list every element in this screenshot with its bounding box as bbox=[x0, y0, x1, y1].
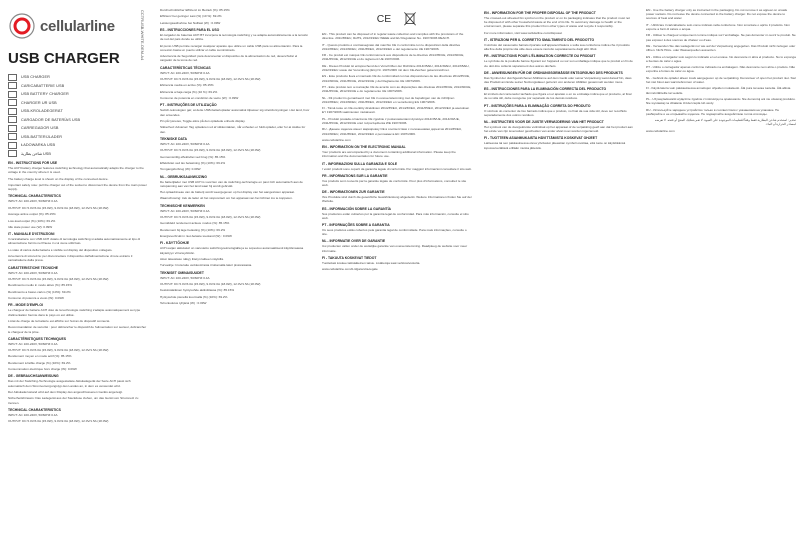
paragraph: Pin på lysnetes, Toggle-sikre på den opladede enheds display. bbox=[160, 118, 246, 123]
ce-mark-icon bbox=[376, 10, 392, 26]
weee-bin-icon bbox=[402, 10, 418, 26]
paragraph: INPUT: AC 100-240V, 50/60HZ 0.4A bbox=[8, 199, 58, 204]
paragraph: INPUT: AC 100-240V, 50/60HZ 0.4A bbox=[8, 270, 58, 275]
paragraph: Switch-teknologien gør, at dette USB-batterioplader automatisk tilpasser sig strømforsyningen i det land, hvor den anvendes. bbox=[160, 108, 310, 117]
paragraph: Effizienz bei geringer Last (%) (10 %): 69.2% bbox=[160, 14, 222, 19]
section-heading: TEKNISKE DATA bbox=[160, 136, 187, 141]
language-row bbox=[8, 73, 148, 82]
language-label: CARGADOR DE BATERÍAS USB bbox=[21, 117, 81, 122]
language-row bbox=[8, 124, 148, 133]
paragraph: Consommation électrique hors charge (W): 0.09W bbox=[8, 367, 77, 372]
paragraph: OUTPUT: DC 5.0V/3.0A (15.0W), 9.0V/2.0A (18.0W), 12.0V/1.5A (18.0W) bbox=[8, 348, 109, 353]
language-list bbox=[8, 73, 148, 158]
paragraph: OUTPUT: DC 5.0V/3.0A (15.0W), 9.0V/2.0A (18.0W), 12.0V/1.5A (18.0W) bbox=[8, 205, 109, 210]
column-2-text bbox=[160, 8, 310, 305]
paragraph: ES - Este producto lleva el marcado CE de conformidad con las disposiciones de las directivas 2014/35/UE, 2014/30/UE, 2011/65/UE, 2012/19/UE y del Reglamento UE 1907/2006. bbox=[322, 74, 470, 83]
section-heading: FR - INFORMATIONS SUR LA GARANTIE bbox=[322, 173, 388, 178]
paragraph: INPUT: AC 100-240V, 50/60HZ 0.4A bbox=[160, 208, 210, 213]
paragraph: Het oplaadniveau van de batterij wordt weergegeven op het display van het aangesloten apparaat. bbox=[160, 190, 295, 195]
paragraph: www.cellularline.com bbox=[646, 128, 675, 133]
svg-text:CE: CE bbox=[376, 14, 392, 25]
paragraph: PL - Produkt posiada oznaczenie CE zgodnie z postanowieniami dyrektyw 2014/35/UE, 2014/30/UE, 2011/65/UE, 2012/19/UE oraz rozporządzenia WE 1907/2006. bbox=[322, 116, 460, 125]
column-2 bbox=[160, 8, 310, 538]
section-heading: IT - ISTRUZIONI PER IL CORRETTO SMALTIMENTO DEL PRODOTTO bbox=[484, 38, 595, 42]
section-heading: FI - TAKUUTA KOSKEVAT TIEDOT bbox=[322, 255, 377, 260]
language-row bbox=[8, 90, 148, 99]
paragraph: Sikkerhed: Advarsel: Tag opladeren ud af stikkontakten, når enheden er fuldt opladet, eller for at slukke for den. bbox=[160, 125, 306, 134]
paragraph: The ACH battery charger features switching technology that automatically adapts the charger to the voltage in the country where it is used. bbox=[8, 166, 144, 175]
paragraph: IT - Questo prodotto è contrassegnato dal marchio CE in conformità con le disposizioni della direttiva 2014/35/EU, 2014/30/EU, 2011/65/EU, 2012/19/EU e del regolamento UE 1907/2006. bbox=[322, 42, 460, 51]
section-heading: CARATTERISTICHE TECNICHE bbox=[8, 265, 59, 270]
section-heading: IT - INFORMAZIONI SULLA GARANZIA E SOLE bbox=[322, 161, 398, 166]
paragraph: Eficiencia a baja carga (%) (10 %): 69.2% bbox=[160, 89, 218, 94]
paragraph: El punto USB permite recargar cualquier aparato que utilice un cable USB para su alimentación. Para la conexión basta un puerto utilizar el cable suministrado. bbox=[160, 43, 303, 52]
section-heading: FR - INSTRUCTIONS POUR L'ÉLIMINATION CORRECTE DU PRODUIT bbox=[484, 54, 596, 59]
paragraph: Rendement bij lage belasting (%) (10%): 69.2% bbox=[160, 227, 226, 232]
paragraph: INPUT: AC 100-240V, 50/60HZ 0.4A bbox=[160, 70, 210, 75]
section-heading: PT - INFORMAÇÕES SOBRE A GARANTIA bbox=[322, 222, 390, 227]
paragraph: Rendimento medio in modo attivo (%): 85.15% bbox=[8, 283, 72, 288]
language-row bbox=[8, 82, 148, 91]
paragraph: FR - Ce produit est marqué CE conformément aux dispositions de la directive 2014/35/UE, 2014/30/UE, 2011/65/UE, 2012/19/UE et du règlement UE 1907/2006. bbox=[322, 53, 465, 62]
page-title: USB CHARGER bbox=[8, 50, 120, 67]
paragraph: Consumo de potencia en condición de vacío (W) : 0.09W bbox=[160, 96, 239, 101]
cellularline-logo-icon bbox=[8, 12, 36, 40]
language-label: ŁADOWARKA USB bbox=[21, 143, 56, 148]
language-row bbox=[8, 133, 148, 142]
paragraph: Gennemsnitlig effektivitet ved brug (%): 85.15% bbox=[160, 154, 226, 159]
section-heading: TEKNISET OMINAISUUDET bbox=[160, 270, 204, 275]
paragraph: Uw producten vallen onder de wettelijke garantie van overeenstemming. Raadpleeg de website voor meer informatie. bbox=[322, 244, 468, 253]
language-row bbox=[8, 99, 148, 108]
column-3 bbox=[322, 8, 472, 538]
product-code: CCTRUSB-WHITE-OEM-A4 bbox=[140, 10, 145, 61]
section-heading: CARACTÉRISTIQUES TECHNIQUES bbox=[8, 336, 67, 341]
paragraph: INPUT: AC 100-240V, 50/60HZ 0.4A bbox=[160, 141, 210, 146]
column-4-text bbox=[484, 11, 634, 150]
paragraph: OUTPUT: DC 5.0V/3.0A (15.0W), 9.0V/2.0A (18.0W), 12.0V/1.5A (18.0W) bbox=[160, 282, 261, 287]
language-row bbox=[8, 116, 148, 125]
language-row bbox=[8, 107, 148, 116]
section-heading: EN - INFORMATION FOR THE PROPER DISPOSAL OF THE PRODUCT bbox=[484, 11, 596, 15]
language-box-icon bbox=[8, 125, 17, 132]
language-box-icon bbox=[8, 91, 17, 98]
paragraph: Durchschnittlicher Effizienz im Betrieb (%): 85.15% bbox=[160, 8, 230, 12]
paragraph: Your products are accompanied by a document containing additional information. Please keep the information and the documentation for future use. bbox=[322, 150, 456, 159]
paragraph: FR - Utiliser le chargeur uniquement comme indiqué sur l'emballage. Ne pas démonter ni ouvrir le produit. Ne pas exposer à des sources de chaleur ou d'eau. bbox=[646, 33, 796, 42]
paragraph: The crossed-out wheeled bin symbol on the product or on its packaging indicates that the product must not be disposed of with other household waste at the end of its life. To avoid any damage to health or the environment, please separate this product from other types of waste and recycle it responsibly. bbox=[484, 16, 631, 29]
paragraph: EN - This product can be disposed of in regular waste collection and complies with the provisions of the directive. 2011/65/EU, RoHS, 2012/19/EU WEEE and EU Regulation No. 1907/2006 REACH. bbox=[322, 32, 464, 41]
paragraph: Consumo di potenza a vuoto (W): 0.09W bbox=[8, 296, 64, 301]
paragraph: IT - Utilizzare il caricabatterie solo come indicato nella confezione. Non smontare o aprire il prodotto. Non esporre a fonti di calore o acqua. bbox=[646, 22, 790, 31]
paragraph: FI - Käytä laturia vain pakkauksessa annettujen ohjeiden mukaisesti. Älä pura tai avaa tuotetta. Älä altista lämmönlähteille tai vedelle. bbox=[646, 86, 791, 95]
paragraph: RU - Данное изделие имеет маркировку CE в соответствии с положениями директив 2014/35/EU, 2014/30/EU, 2011/65/EU, 2012/19/EU и регламента ЕС 1907/2006. bbox=[322, 127, 463, 136]
paragraph: Le chargeur de batterie ACH doté de la technologie switching s'adapte automatiquement au type d'alimentation fournie dans le pays où est utilisé. bbox=[8, 308, 141, 317]
paragraph: INPUT: AC 100-240V, 50/60HZ 0.4A bbox=[8, 412, 58, 417]
paragraph: تحذير: استخدم شاحن البطارية فقط وفقاً للتعليمات الموجودة على العبوة. لا تقم بتفكيك المنتج أو فتحه. لا تعرضه لمصادر الحرارة أو الماء. bbox=[654, 118, 796, 127]
paragraph: Il simbolo del cassonetto barrato riportato sull'apparecchiatura o sulla sua confezione indica che il prodotto alla fine della propria vita utile deve essere raccolto separatamente dagli altri rifiuti. bbox=[484, 43, 630, 52]
paragraph: DE - Verwenden Sie das Ladegerät nur wie auf der Verpackung angegeben. Das Produkt nicht zerlegen oder öffnen. Nicht Hitze- oder Wasserquellen aussetzen. bbox=[646, 43, 796, 53]
paragraph: Sus productos están cubiertos por la garantía legal de conformidad. Para más información, consulte el sitio web. bbox=[322, 211, 469, 220]
paragraph: Vos produits sont couverts par la garantie légale de conformité. Pour plus d'informations, consultez le site web. bbox=[322, 178, 467, 187]
column-5-text bbox=[646, 8, 796, 133]
section-heading: PT - INSTRUÇÕES DE UTILIZAÇÃO bbox=[160, 103, 217, 108]
language-box-icon bbox=[8, 133, 17, 140]
paragraph: OUTPUT: DC 5.0V/3.0A (15.0W), 9.0V/2.0A (18.0W), 12.0V/1.5A (18.0W) bbox=[160, 148, 261, 153]
paragraph: Gemiddeld rendement actieve modus (%): 85.15% bbox=[160, 221, 230, 226]
paragraph: Leistungsaufnahme bei Nulllast (W) : 0.09W bbox=[160, 20, 221, 25]
paragraph: Rendement à faible charge (%) (10%): 69.2% bbox=[8, 360, 71, 365]
paragraph: Lo stato di carica della batteria è visibile sul display del dispositivo collegato. bbox=[8, 247, 113, 252]
paragraph: I vostri prodotti sono coperti da garanzia legale di conformità. Per maggiori informazioni consultare il sito web. bbox=[322, 166, 472, 171]
paragraph: The battery charge level is shown on the display of the connected device. bbox=[8, 176, 109, 181]
language-box-icon bbox=[8, 116, 17, 123]
paragraph: Recommandation de sécurité : pour débrancher le dispositif de l'alimentation sur secteur, débrancher le chargeur de la prise. bbox=[8, 325, 147, 334]
section-heading: DE - ANWEISUNGEN FÜR DIE ORDNUNGSGEMÄSSE ENTSORGUNG DES PRODUKTS bbox=[484, 70, 623, 75]
section-heading: FR - MODE D'EMPLOI bbox=[8, 303, 43, 308]
paragraph: FI - Tämä tuote on CE-merkitty direktiivien 2014/35/EU, 2014/30/EU, 2011/65/EU, 2012/19/EU ja asetuksen EY 1907/2006 vaatimusten mukaisesti. bbox=[322, 106, 470, 115]
column-4 bbox=[484, 8, 634, 538]
paragraph: El símbolo del contenedor tachado que figura en el aparato o en su embalaje indica que el producto, al final de su vida útil, debe recogerse por separado de los demás residuos. bbox=[484, 92, 632, 101]
column-5 bbox=[646, 8, 796, 538]
language-label: CARICABATTERIE USB bbox=[21, 83, 65, 88]
paragraph: RU - Используйте зарядное устройство только в соответствии с указаниями на упаковке. Не разбирайте и не открывайте изделие. Не подвергайте воздействию тепла или воды. bbox=[646, 107, 780, 116]
paragraph: Average active output (%): 85.15% bbox=[8, 212, 56, 217]
language-label: USB CHARGER bbox=[21, 75, 50, 80]
section-heading: ES - INFORMACIÓN SOBRE LA GARANTÍA bbox=[322, 206, 392, 211]
paragraph: Effektivitet ved lav belastning (%) (10%): 69.2% bbox=[160, 160, 226, 165]
paragraph: NL - Dit product is gemarkeerd met CE in overeenstemming met de bepalingen van de richtlijnen 2014/35/EU, 2014/30/EU, 2011/65/EU, 2012/19/EU en verordening EG 1907/2006. bbox=[322, 95, 455, 104]
paragraph: L'état de charge de la batterie est affiché sur l'écran du dispositif connecté. bbox=[8, 318, 111, 323]
paragraph: Der Akkuladezustand wird auf dem Display des angeschlossenen Geräts angezeigt. bbox=[8, 390, 123, 395]
section-heading: EN - INSTRUCTIONS FOR USE bbox=[8, 161, 58, 165]
paragraph: Tehonkulutus tyhjänä (W) : 0.09W bbox=[160, 301, 207, 306]
paragraph: Keskimääräinen hyötysuhde aktiivitilassa (%): 85.15% bbox=[160, 288, 235, 293]
paragraph: Das mit der Switching-Technologie ausgestattete Akkuladegerät der Serie ACH passt sich automatisch dem Stromversorgungstyp des Landes an, in dem es verwendet wird. bbox=[8, 379, 131, 388]
paragraph: PL - Używaj ładowarki wyłącznie zgodnie z instrukcją na opakowaniu. Nie demontuj ani nie otwieraj produktu. Nie wystawiaj na działanie źródeł ciepła lub wody. bbox=[646, 96, 796, 106]
paragraph: Akun lataustaso näkyy liitetyn laitteen näytöllä. bbox=[160, 257, 224, 262]
paragraph: Das Symbol der durchgestrichenen Mülltonne auf dem Gerät oder seiner Verpackung weist darauf hin, dass das Produkt am Ende seiner Nutzungsdauer getrennt von anderen Abfällen gesammelt werden muss. bbox=[484, 75, 632, 85]
section-heading: TECHNISCHE KENMERKEN bbox=[160, 203, 205, 208]
paragraph: For more information, visit www.cellularline.com/disposal. bbox=[484, 30, 563, 35]
paragraph: Hyötysuhde pienellä kuormalla (%) (10%): 69.2% bbox=[160, 294, 228, 299]
paragraph: PT - Utilize o carregador apenas conforme indicado na embalagem. Não desmonte nem abra o produto. Não exponha a fontes de calor ou água. bbox=[646, 65, 796, 74]
paragraph: Advertencia de Seguridad: para desconectar el dispositivo de la alimentación de red, desenchufar el cargador de la toma de red. bbox=[160, 54, 298, 63]
language-box-icon bbox=[8, 108, 17, 115]
paragraph: O símbolo do contentor de lixo barrado indica que o produto, no final da sua vida útil, deve ser recolhido separadamente dos outros resíduos. bbox=[484, 108, 627, 117]
paragraph: Important safety note: pull the charger out of the socket to disconnect the device from the main power supply. bbox=[8, 182, 147, 192]
section-heading: NL - INFORMATIE OVER DE GARANTIE bbox=[322, 239, 386, 244]
paragraph: OUTPUT: DC 5.0V/3.0A (15.0W), 9.0V/2.0A (18.0W), 12.0V/1.5A (18.0W) bbox=[8, 419, 109, 424]
paragraph: Idle state power use (W): 0.09W bbox=[8, 224, 53, 229]
language-row bbox=[8, 150, 148, 159]
paragraph: Turvaohje: Irrota laite verkkovirrasta irrottamalla laturi pistorasiasta. bbox=[160, 263, 253, 268]
language-box-icon bbox=[8, 82, 17, 89]
paragraph: El cargador de baterías ACH BT incorpora la tecnología switching y se adapta automáticamente a la tensión de red del país donde se utiliza. bbox=[160, 32, 309, 42]
section-heading: FI - KÄYTTÖOHJE bbox=[160, 241, 190, 246]
paragraph: ACH-sarjan akkulaturi on varustettu switching-teknologialla ja se sopeutuu automaattisesti käyttömaassa käytettyyn virransyöttöön. bbox=[160, 246, 304, 255]
paragraph: Os seus produtos estão cobertos pela garantia legal de conformidade. Para mais informações, consulte o site. bbox=[322, 227, 467, 237]
brand-name: cellularline bbox=[40, 17, 115, 35]
paragraph: EN - Use the battery charger only as instructed in the packaging. Do not remove it as appear on unsafe power sockets. Do not leave the device connected to the battery charger. Do not expose the device to sources of heat and water. bbox=[646, 8, 788, 21]
language-label: CHARGER UR USB bbox=[21, 100, 57, 105]
language-label: شاحن بطارية USB bbox=[21, 152, 52, 157]
section-heading: DE - GEBRAUCHSANWEISUNG bbox=[8, 374, 59, 379]
language-label: USB-BATTERIJLADER bbox=[21, 134, 63, 139]
paragraph: Le symbole de la poubelle barrée figurant sur l'appareil ou sur son emballage indique que le produit en fin de vie doit être collecté séparément des autres déchets. bbox=[484, 59, 633, 68]
paragraph: www.cellularline.com bbox=[322, 137, 351, 142]
section-heading: DE - INFORMATIONEN ZUR GARANTIE bbox=[322, 190, 385, 195]
section-heading: ES - INSTRUCCIONES PARA EL USO bbox=[160, 27, 220, 32]
section-heading: TECHNICAL CHARAKTERISTICS bbox=[8, 407, 61, 412]
paragraph: Het symbool van de doorgekruiste vuilnisbak op het apparaat of de verpakking geeft aan dat het product aan het einde van zijn levensduur gescheiden van ander afval moet worden ingezameld. bbox=[484, 125, 633, 134]
language-box-icon bbox=[8, 150, 17, 157]
paragraph: Ihre Produkte sind durch die gesetzliche Gewährleistung abgedeckt. Weitere Informationen finden Sie auf der Website. bbox=[322, 195, 472, 204]
column-1 bbox=[8, 8, 148, 538]
column-3-text bbox=[322, 32, 472, 271]
paragraph: INPUT: AC 100-240V, 50/60HZ 0.4A bbox=[160, 275, 210, 280]
language-box-icon bbox=[8, 74, 17, 81]
paragraph: www.cellularline.com/it-it/garanzia-legale bbox=[322, 267, 378, 272]
paragraph: DE - Dieses Produkt ist entsprechend den Vorschriften der Richtlinie 2014/35/EU, 2014/30/EU, 2011/65/EU, 2012/19/EU sowie der Verordnung (EG) Nr. 1907/2006 mit dem CE-Zeichen gekennzeichnet. bbox=[322, 63, 470, 72]
paragraph: Eficiencia media en activo (%): 85.15% bbox=[160, 83, 214, 88]
section-heading: PT - INSTRUÇÕES PARA A ELIMINAÇÃO CORRETA DO PRODUTO bbox=[484, 103, 591, 108]
column-1-text bbox=[8, 161, 148, 423]
paragraph: NL - Gebruik de oplader alleen zoals aangegeven op de verpakking. Demonteer of open het product niet. Stel het niet bloot aan warmtebronnen of water. bbox=[646, 75, 796, 84]
language-row bbox=[8, 141, 148, 150]
section-heading: FI - TUOTTEEN ASIANMUKAISTA HÄVITTÄMISTÄ KOSKEVAT OHJEET bbox=[484, 136, 598, 141]
paragraph: Avvertenza di sicurezza: per disconnettere il dispositivo dall'alimentazione di rete estrarre il caricabatterie dalla presa. bbox=[8, 254, 133, 263]
paragraph: Il caricabatterie con USB ACH dotato di tecnologia switching si adatta automaticamente al tipo di alimentazione fornito nel Paese in cui viene utilizzato. bbox=[8, 237, 141, 246]
paragraph: De batterijlader met USB ACH is voorzien van de switching-technologie en past zich automatisch aan de netspanning aan van het land waar hij wordt gebruikt. bbox=[160, 179, 303, 188]
paragraph: Rendement moyen en mode actif (%): 85.15% bbox=[8, 354, 72, 359]
language-label: USB-KROLADEGERÄT bbox=[21, 109, 63, 114]
compliance-icons bbox=[322, 10, 472, 26]
paragraph: OUTPUT: DC 5.0V/3.0A (15.0W), 9.0V/2.0A (18.0W), 12.0V/1.5A (18.0W) bbox=[160, 215, 261, 220]
paragraph: Low-load output (%) (10%): 69.2% bbox=[8, 218, 56, 223]
paragraph: Waarschuwing: trek de lader uit het stopcontact om het apparaat van het lichtnet los te koppelen. bbox=[160, 196, 293, 201]
paragraph: OUTPUT: DC 5.0V/3.0A (15.0W), 9.0V/2.0A (18.0W), 12.0V/1.5A (18.0W) bbox=[160, 76, 261, 81]
section-heading: ES - INSTRUCCIONES PARA LA ELIMINACIÓN CORRECTA DEL PRODUCTO bbox=[484, 87, 607, 92]
paragraph: Sicherheitshinweis: Das Ladegerät aus der Steckdose ziehen, um das Gerät vom Stromnetz zu trennen. bbox=[8, 396, 139, 405]
language-label: CARREGADOR USB bbox=[21, 126, 59, 131]
paragraph: Energieverbruik in niet-belaste toestand (W) : 0.09W bbox=[160, 234, 232, 239]
language-box-icon bbox=[8, 99, 17, 106]
section-heading: NL - INSTRUCTIES VOOR DE JUISTE VERWIJDERING VAN HET PRODUCT bbox=[484, 120, 604, 125]
language-box-icon bbox=[8, 142, 17, 149]
section-heading: CARACTERÍSTICAS TÉCNICAS bbox=[160, 65, 211, 70]
paragraph: Rendimento a basso carico (%) (10%): 69.2% bbox=[8, 289, 71, 294]
section-heading: EN - INFORMATION ON THE ELECTRONIC MANUAL bbox=[322, 145, 406, 150]
paragraph: ES - Utilice el cargador solo según lo indicado en el envase. No desmonte ni abra el producto. No lo exponga a fuentes de calor o agua. bbox=[646, 54, 796, 63]
paragraph: Tomgangsforbrug (W): 0.09W bbox=[160, 167, 201, 172]
section-heading: NL - GEBRUIKSAANWIJZING bbox=[160, 174, 207, 179]
paragraph: Laitteessa tai sen pakkauksessa oleva yliviivatun jäteastian symboli osoittaa, että tuote on käyttöikänsä lopussa kerättävä erillään muista jätteistä. bbox=[484, 141, 626, 150]
language-label: USB BATTERY CHARGER bbox=[21, 92, 69, 97]
paragraph: INPUT: AC 100-240V, 50/60HZ 0.4A bbox=[8, 341, 58, 346]
brand-logo bbox=[8, 12, 148, 40]
paragraph: PT - Este produto tem a marcação CE de acordo com as disposições das diretivas 2014/35/UE, 2014/30/UE, 2011/65/UE, 2012/19/UE e do regulamento UE 1907/2006. bbox=[322, 84, 472, 94]
section-heading: IT - MANUALE D'ISTRUZIONI bbox=[8, 232, 55, 237]
paragraph: OUTPUT: DC 5.0V/3.0A (15.0W), 9.0V/2.0A (18.0W), 12.0V/1.5A (18.0W) bbox=[8, 276, 109, 281]
section-heading: TECHNICAL CHARACTERISTICS bbox=[8, 194, 61, 199]
paragraph: Tuotteitasi koskee lakisääteinen takuu. Lisätietoja saat verkkosivustolta. bbox=[322, 260, 421, 265]
